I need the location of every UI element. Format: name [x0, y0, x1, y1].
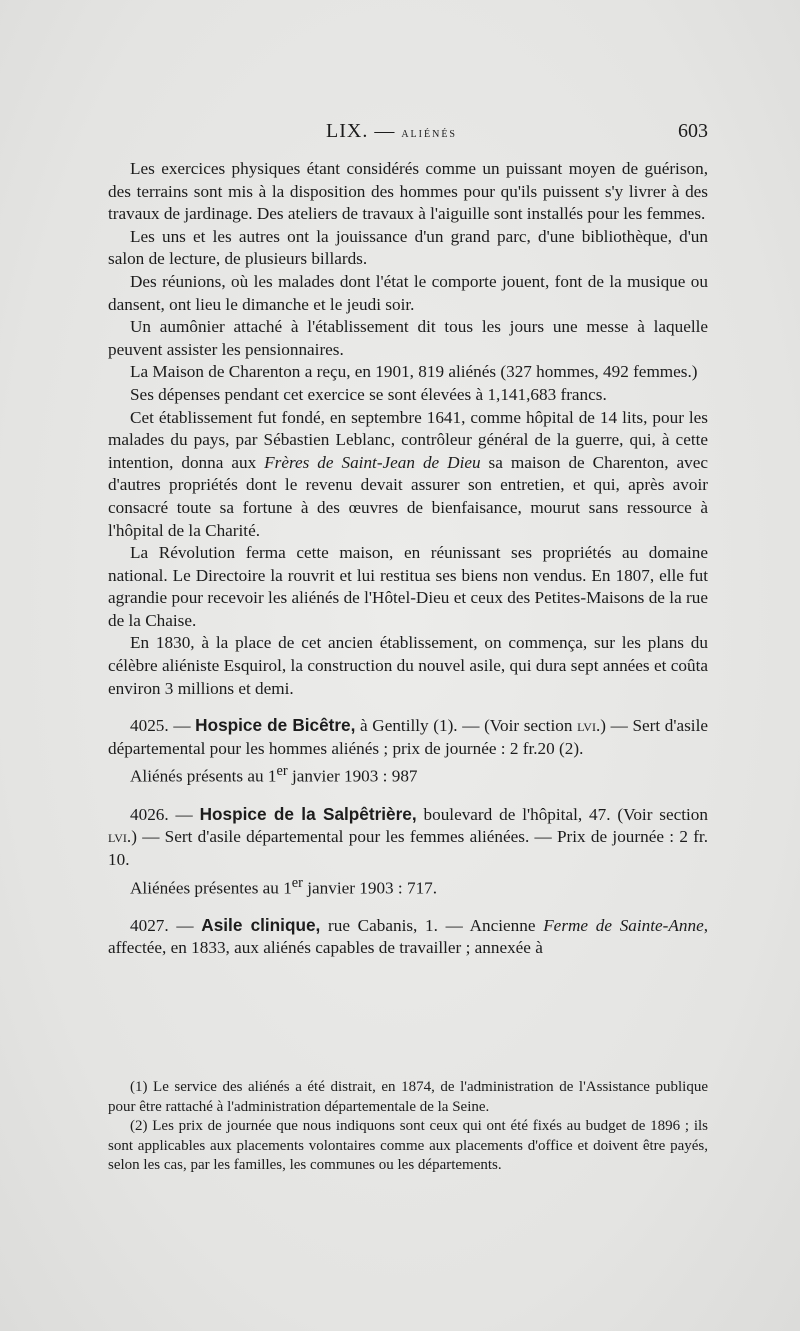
page-number: 603 [678, 120, 708, 142]
main-text [108, 158, 708, 960]
entry-name: Hospice de Bicêtre, [195, 715, 356, 736]
entry-name: Hospice de la Salpêtrière, [199, 803, 417, 824]
chapter-title [326, 120, 457, 143]
entry-4025-count: Aliénés présents au 1er janvier 1903 : 987 [130, 763, 418, 787]
paragraph: Un aumônier attaché à l'établissement dit tous les jours une messe à laquelle peuvent assister les pensionnaires. [108, 317, 708, 359]
footnote: (2) Les prix de journée que nous indiquons sont ceux qui ont été fixés au budget de 1896 ; ils sont applicables aux placements volontaires comme aux placements d'office et doivent être payés, selon les cas, par les familles, les communes ou les départements. [108, 1118, 708, 1173]
paragraph: La Maison de Charenton a reçu, en 1901, 819 aliénés (327 hommes, 492 femmes.) [130, 362, 698, 382]
running-header [108, 118, 708, 148]
paragraph: La Révolution ferma cette maison, en réunissant ses propriétés au domaine national. Le Directoire la rouvrit et lui restitua ses biens non vendus. En 1807, elle fut agrandie pour recevoir les aliénés de l'Hôtel-Dieu et ceux des Petites-Maisons de la rue de la Chaise. [108, 543, 708, 630]
footnote: (1) Le service des aliénés a été distrait, en 1874, de l'administration de l'Assistance publique pour être rattaché à l'administration départementale de la Seine. [108, 1079, 708, 1115]
header-dash: — [368, 120, 402, 142]
paragraph-foundation: Cet établissement fut fondé, en septembre 1641, comme hôpital de 14 lits, pour les malades du pays, par Sébastien Leblanc, contrôleur général de la guerre, qui, à cette intention, donna aux Frères de Saint-Jean de Dieu sa maison de Charenton, avec d'autres propriétés dont le revenu devait assurer son entretien, et qui, après avoir consacré toute sa fortune à des œuvres de bienfaisance, mourut sans ressource à l'hôpital de la Charité. [108, 407, 708, 540]
section-name: aliénés [401, 126, 457, 141]
paragraph: Les exercices physiques étant considérés comme un puissant moyen de guérison, des terrains sont mis à la disposition des hommes pour qu'ils puissent s'y livrer à des travaux de jardinage. Des ateliers de travaux à l'aiguille sont installés pour les femmes. [108, 159, 708, 224]
entry-4026: 4026. — Hospice de la Salpêtrière, boulevard de l'hôpital, 47. (Voir section lvi.) — Sert d'asile départemental pour les femmes aliénées. — Prix de journée : 2 fr. 10. [108, 803, 708, 869]
paragraph: Les uns et les autres ont la jouissance d'un grand parc, d'une bibliothèque, d'un salon de lecture, de plusieurs billards. [108, 226, 708, 269]
paragraph: Ses dépenses pendant cet exercice se sont élevées à 1,141,683 francs. [130, 384, 607, 404]
entry-4027: 4027. — Asile clinique, rue Cabanis, 1. — Ancienne Ferme de Sainte-Anne, affectée, en 1833, aux aliénés capables de travailler ; annexée à [108, 914, 708, 958]
paragraph: Des réunions, où les malades dont l'état le comporte jouent, font de la musique ou dansent, ont lieu le dimanche et le jeudi soir. [108, 271, 708, 314]
entry-4026-count: Aliénées présentes au 1er janvier 1903 : 717. [130, 874, 438, 898]
entry-4025: 4025. — Hospice de Bicêtre, à Gentilly (1). — (Voir section lvi.) — Sert d'asile départemental pour les hommes aliénés ; prix de journée : 2 fr.20 (2). [108, 715, 708, 758]
paragraph: En 1830, à la place de cet ancien établissement, on commença, sur les plans du célèbre aliéniste Esquirol, la construction du nouvel asile, qui dura sept années et coûta environ 3 millions et demi. [108, 633, 708, 698]
entry-name: Asile clinique, [201, 914, 321, 935]
chapter-number: LIX. [326, 120, 369, 142]
footnotes [108, 1078, 708, 1176]
italic-name: Frères de Saint-Jean de Dieu [264, 452, 481, 472]
